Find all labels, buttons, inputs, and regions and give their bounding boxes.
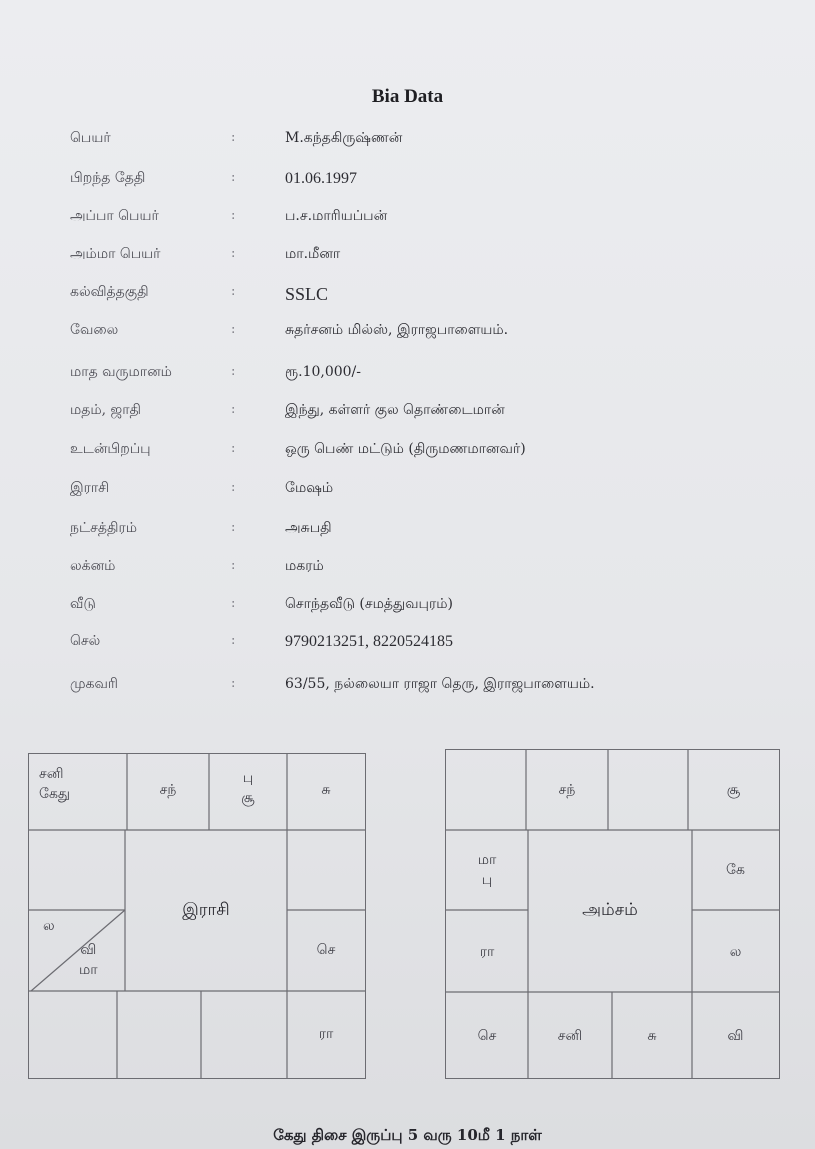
field-value: அசுபதி bbox=[285, 520, 332, 536]
field-label: இராசி bbox=[70, 480, 110, 496]
field-value: 63/55, நல்லையா ராஜா தெரு, இராஜபாளையம். bbox=[285, 676, 595, 692]
field-label: அம்மா பெயர் bbox=[70, 246, 161, 262]
field-label: மாத வருமானம் bbox=[70, 364, 172, 380]
amsam-center-label: அம்சம் bbox=[582, 900, 638, 920]
field-label: வீடு bbox=[70, 596, 96, 612]
field-row-mother bbox=[0, 246, 815, 282]
field-value: ஒரு பெண் மட்டும் (திருமணமானவர்) bbox=[285, 441, 526, 457]
rasi-lagna-mark: ல bbox=[43, 918, 55, 934]
field-row-job bbox=[0, 322, 815, 358]
amsam-cell-bottom-2: சனி bbox=[557, 1028, 583, 1044]
field-value: 01.06.1997 bbox=[285, 170, 357, 187]
field-colon: : bbox=[231, 402, 236, 417]
field-label: வேலை bbox=[70, 322, 119, 338]
amsam-cell-top-2: சந் bbox=[558, 782, 576, 798]
amsam-cell-right-3: ல bbox=[729, 944, 742, 960]
field-row-star bbox=[0, 520, 815, 556]
field-value: இந்து, கள்ளர் குல தொண்டைமான் bbox=[285, 402, 505, 418]
field-colon: : bbox=[231, 322, 236, 337]
amsam-cell-right-2: கே bbox=[726, 862, 745, 878]
field-colon: : bbox=[231, 520, 236, 535]
amsam-cell-bottom-3: சு bbox=[647, 1028, 657, 1044]
amsam-cell-bottom-right: வி bbox=[727, 1028, 744, 1044]
field-colon: : bbox=[231, 284, 236, 299]
field-colon: : bbox=[231, 441, 236, 456]
field-row-religion bbox=[0, 402, 815, 438]
rasi-center-label: இராசி bbox=[182, 900, 230, 920]
field-row-education bbox=[0, 284, 815, 320]
rasi-cell-bottom-right: ரா bbox=[318, 1026, 334, 1042]
field-colon: : bbox=[231, 130, 236, 145]
field-value: மேஷம் bbox=[285, 480, 334, 496]
field-label: மதம், ஜாதி bbox=[70, 402, 142, 418]
field-colon: : bbox=[231, 633, 236, 648]
field-label: லக்னம் bbox=[70, 558, 116, 574]
field-value: 9790213251, 8220524185 bbox=[285, 633, 453, 650]
field-label: உடன்பிறப்பு bbox=[70, 441, 151, 457]
amsam-cell-left-3: ரா bbox=[479, 944, 495, 960]
rasi-cell-diag: வி மா bbox=[79, 942, 98, 978]
field-colon: : bbox=[231, 596, 236, 611]
amsam-chart bbox=[445, 749, 780, 1079]
amsam-cell-top-right: சூ bbox=[726, 782, 741, 798]
field-colon: : bbox=[231, 676, 236, 691]
rasi-cell-right-3: செ bbox=[316, 942, 336, 958]
rasi-cell-top-2: சந் bbox=[159, 782, 177, 798]
field-row-rasi bbox=[0, 480, 815, 516]
field-label: பெயர் bbox=[70, 130, 111, 146]
amsam-cell-left-2: மா பு bbox=[477, 852, 497, 888]
amsam-cell-bottom-left: செ bbox=[477, 1028, 497, 1044]
rasi-chart bbox=[28, 753, 366, 1079]
field-label: நட்சத்திரம் bbox=[70, 520, 137, 536]
field-row-siblings bbox=[0, 441, 815, 477]
page-title: Bia Data bbox=[371, 86, 444, 107]
field-row-address bbox=[0, 676, 815, 712]
dasa-balance-footer: கேது திசை இருப்பு 5 வரு 10மீ 1 நாள் bbox=[273, 1126, 542, 1144]
rasi-cell-top-left: சனி கேது bbox=[39, 766, 71, 802]
field-colon: : bbox=[231, 480, 236, 495]
field-label: கல்வித்தகுதி bbox=[70, 284, 149, 300]
field-colon: : bbox=[231, 246, 236, 261]
rasi-cell-top-right: சு bbox=[321, 782, 331, 798]
field-value: SSLC bbox=[285, 284, 329, 304]
field-row-father bbox=[0, 208, 815, 244]
field-label: செல் bbox=[70, 633, 101, 649]
field-row-income bbox=[0, 364, 815, 400]
field-row-name bbox=[0, 130, 815, 166]
field-label: அப்பா பெயர் bbox=[70, 208, 159, 224]
field-label: முகவரி bbox=[70, 676, 118, 692]
field-value: சொந்தவீடு (சமத்துவபுரம்) bbox=[285, 596, 453, 612]
field-value: ப.ச.மாரியப்பன் bbox=[285, 208, 388, 224]
field-row-dob bbox=[0, 170, 815, 206]
rasi-cell-top-3: பு சூ bbox=[241, 770, 255, 806]
field-value: ரூ.10,000/- bbox=[285, 364, 362, 380]
field-row-house bbox=[0, 596, 815, 632]
field-label: பிறந்த தேதி bbox=[70, 170, 146, 186]
field-colon: : bbox=[231, 170, 236, 185]
field-row-lagna bbox=[0, 558, 815, 594]
field-colon: : bbox=[231, 208, 236, 223]
field-value: மகரம் bbox=[285, 558, 324, 574]
field-row-phone bbox=[0, 633, 815, 669]
field-colon: : bbox=[231, 364, 236, 379]
field-colon: : bbox=[231, 558, 236, 573]
field-value: சுதர்சனம் மில்ஸ், இராஜபாளையம். bbox=[285, 322, 509, 338]
field-value: மா.மீனா bbox=[285, 246, 341, 262]
field-value: M.கந்தகிருஷ்ணன் bbox=[285, 130, 403, 146]
